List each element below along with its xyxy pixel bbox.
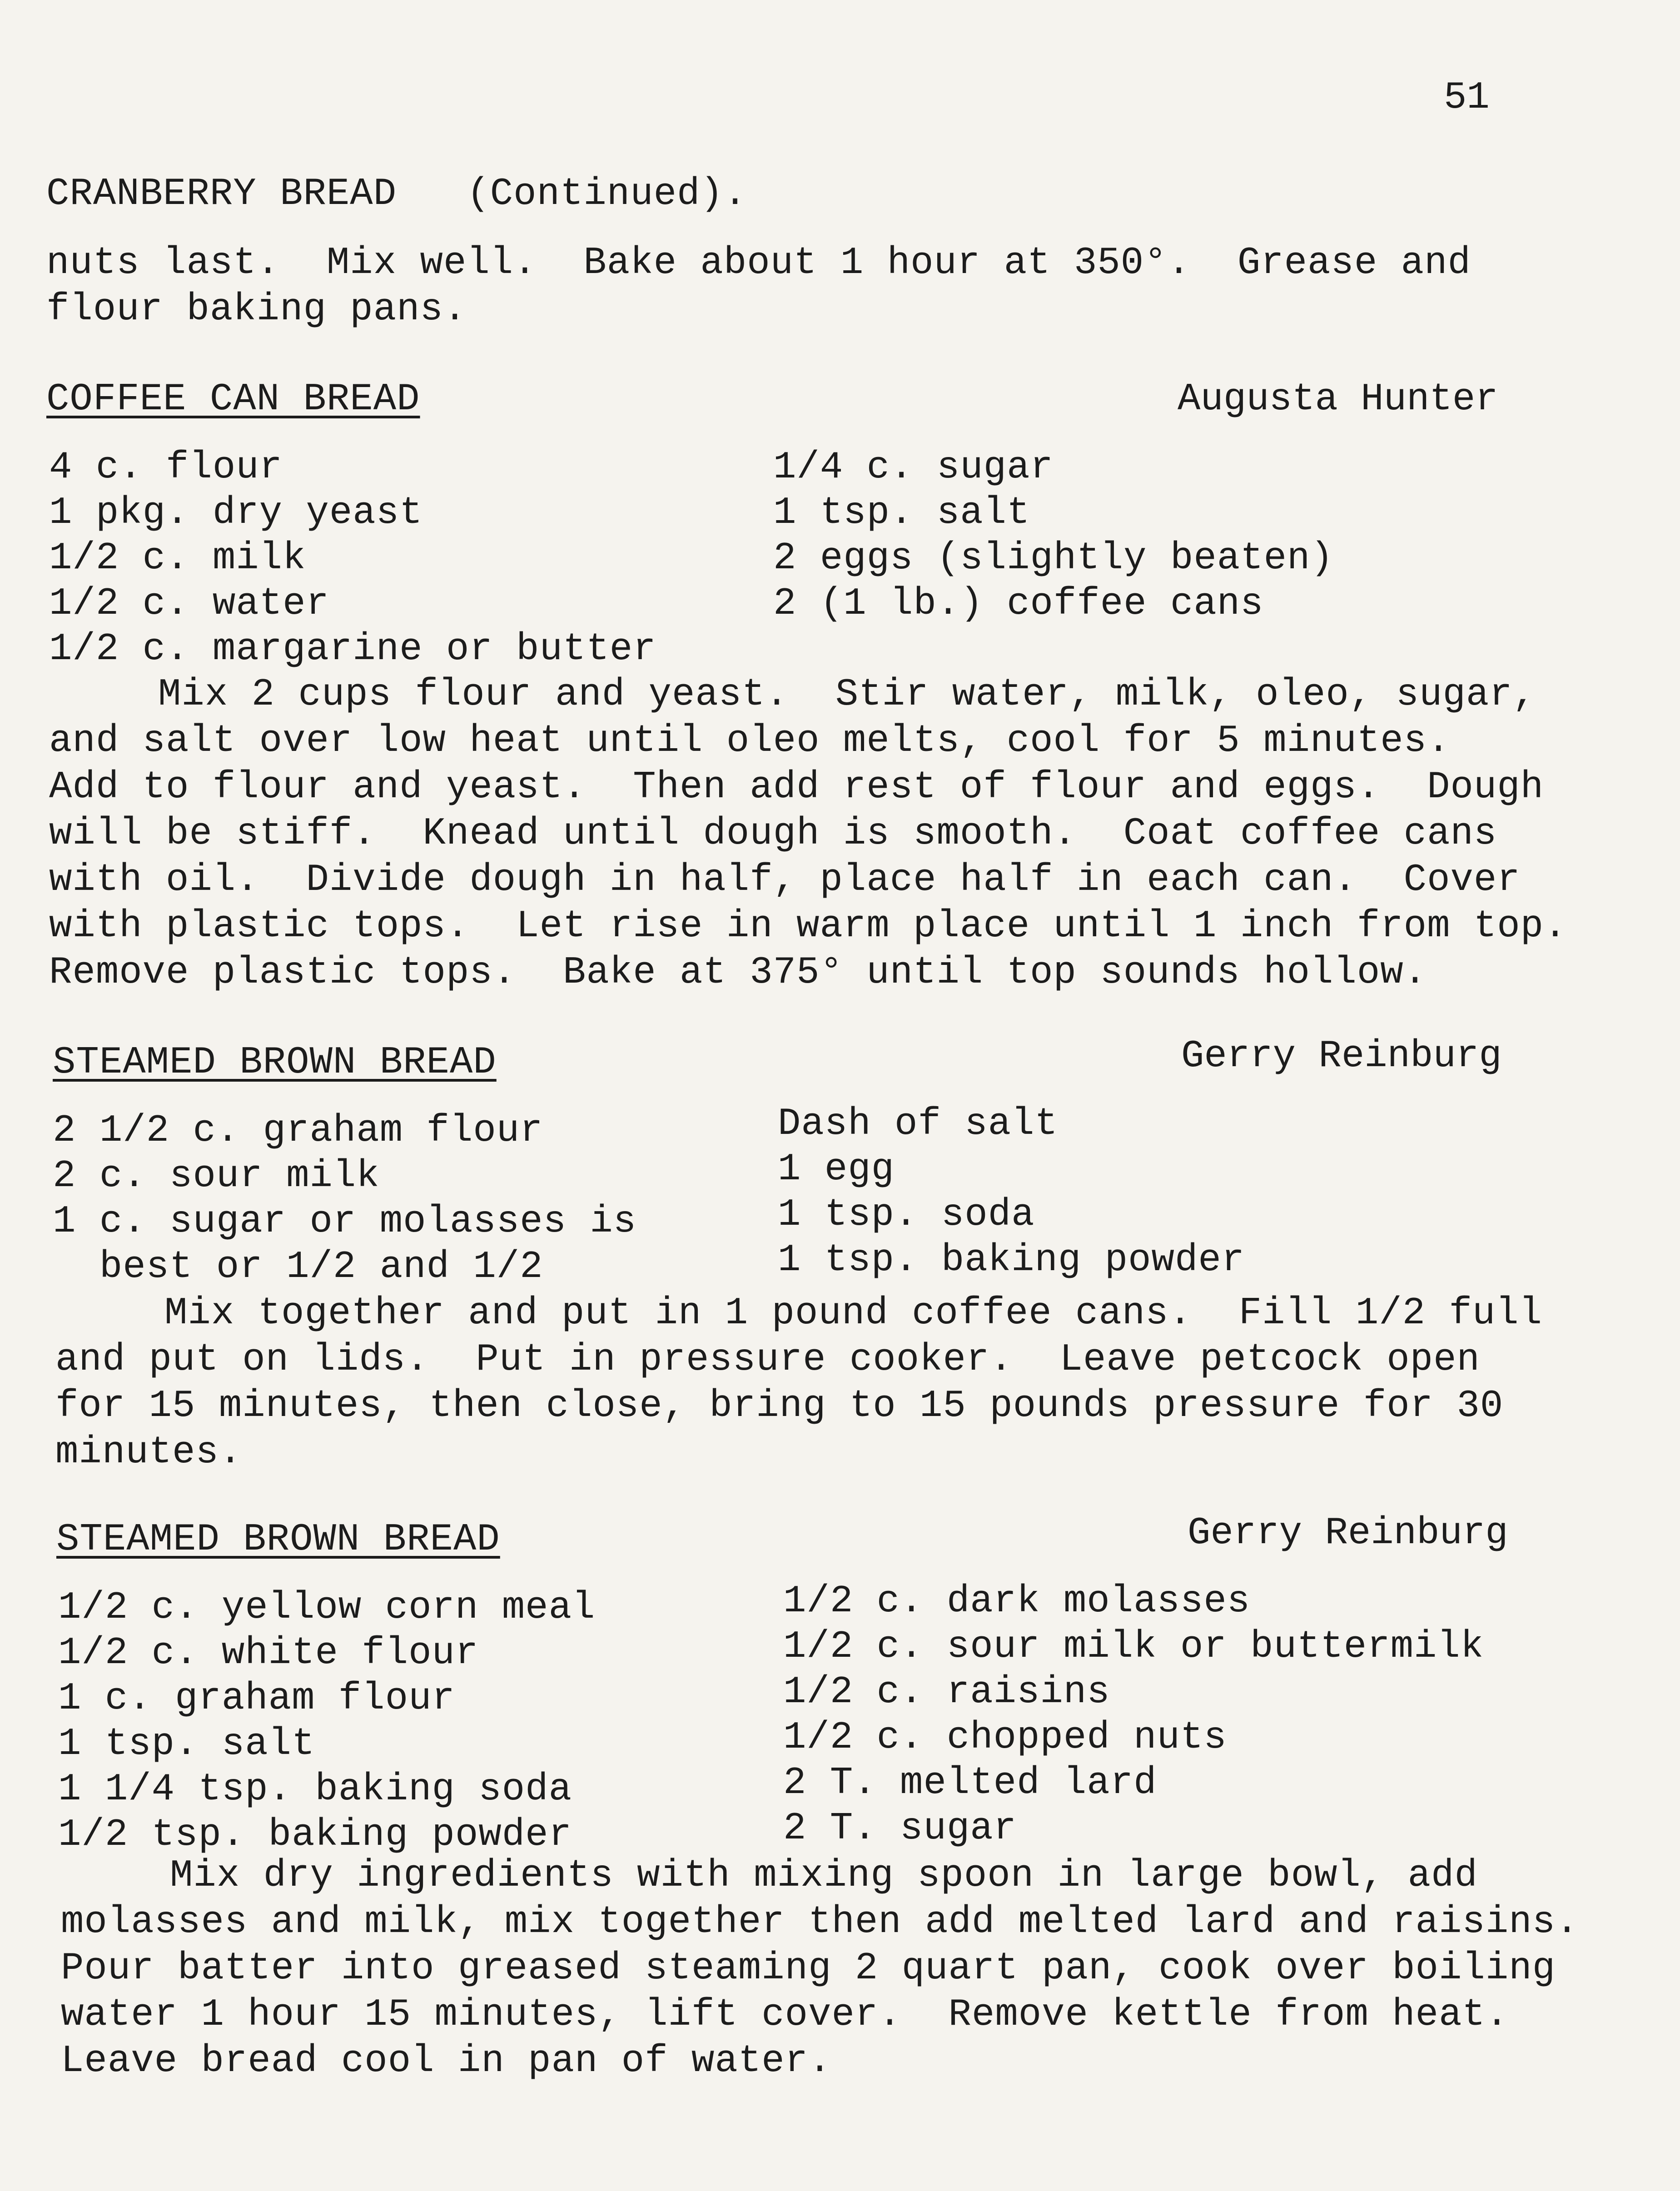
steamed1-right-2: 1 tsp. soda [778, 1193, 1035, 1237]
steamed1-dir-0: Mix together and put in 1 pound coffee cans. Fill 1/2 full [164, 1292, 1543, 1335]
steamed2-right-3: 1/2 c. chopped nuts [783, 1716, 1227, 1759]
coffee-right-3: 2 (1 lb.) coffee cans [773, 582, 1264, 626]
steamed1-dir-1: and put on lids. Put in pressure cooker. Leave petcock open [55, 1338, 1480, 1381]
steamed1-author: Gerry Reinburg [1181, 1035, 1502, 1078]
steamed1-left-1: 2 c. sour milk [53, 1155, 380, 1198]
steamed1-right-0: Dash of salt [778, 1103, 1058, 1146]
steamed2-left-0: 1/2 c. yellow corn meal [58, 1586, 596, 1630]
steamed2-dir-2: Pour batter into greased steaming 2 quart pan, cook over boiling [61, 1947, 1556, 1990]
coffee-can-author: Augusta Hunter [1178, 378, 1498, 421]
coffee-dir-1: and salt over low heat until oleo melts, cool for 5 minutes. [49, 720, 1451, 763]
coffee-dir-2: Add to flour and yeast. Then add rest of flour and eggs. Dough [49, 766, 1544, 809]
steamed2-left-2: 1 c. graham flour [58, 1677, 455, 1720]
steamed1-left-2: 1 c. sugar or molasses is [53, 1200, 637, 1243]
coffee-dir-0: Mix 2 cups flour and yeast. Stir water, milk, oleo, sugar, [158, 673, 1536, 716]
steamed2-right-2: 1/2 c. raisins [783, 1671, 1110, 1714]
coffee-left-3: 1/2 c. water [49, 582, 329, 626]
steamed2-right-0: 1/2 c. dark molasses [783, 1580, 1251, 1623]
steamed2-dir-1: molasses and milk, mix together then add melted lard and raisins. [61, 1901, 1579, 1944]
coffee-dir-3: will be stiff. Knead until dough is smooth. Coat coffee cans [49, 812, 1497, 855]
steamed1-left-3: best or 1/2 and 1/2 [53, 1246, 543, 1289]
steamed2-left-5: 1/2 tsp. baking powder [58, 1813, 572, 1857]
steamed2-dir-4: Leave bread cool in pan of water. [61, 2040, 832, 2083]
steamed1-right-1: 1 egg [778, 1148, 895, 1191]
steamed1-dir-2: for 15 minutes, then close, bring to 15 pounds pressure for 30 [55, 1385, 1504, 1428]
steamed1-left-0: 2 1/2 c. graham flour [53, 1109, 543, 1153]
cranberry-line-2: flour baking pans. [46, 288, 467, 331]
steamed2-right-4: 2 T. melted lard [783, 1762, 1157, 1805]
steamed2-title: STEAMED BROWN BREAD [56, 1518, 500, 1561]
coffee-left-4: 1/2 c. margarine or butter [49, 628, 656, 671]
coffee-right-0: 1/4 c. sugar [773, 446, 1054, 489]
coffee-left-1: 1 pkg. dry yeast [49, 492, 423, 535]
coffee-left-2: 1/2 c. milk [49, 537, 306, 580]
coffee-right-1: 1 tsp. salt [773, 492, 1030, 535]
steamed2-left-4: 1 1/4 tsp. baking soda [58, 1768, 572, 1811]
steamed2-right-1: 1/2 c. sour milk or buttermilk [783, 1625, 1484, 1669]
steamed2-dir-3: water 1 hour 15 minutes, lift cover. Remove kettle from heat. [61, 1993, 1509, 2037]
steamed1-title: STEAMED BROWN BREAD [53, 1041, 497, 1084]
steamed2-author: Gerry Reinburg [1188, 1512, 1508, 1555]
steamed1-dir-3: minutes. [55, 1431, 243, 1474]
cranberry-line-1: nuts last. Mix well. Bake about 1 hour at 350°. Grease and [46, 242, 1471, 285]
cranberry-heading: CRANBERRY BREAD (Continued). [46, 173, 747, 216]
steamed2-left-3: 1 tsp. salt [58, 1723, 315, 1766]
coffee-dir-4: with oil. Divide dough in half, place half in each can. Cover [49, 859, 1521, 902]
coffee-right-2: 2 eggs (slightly beaten) [773, 537, 1334, 580]
coffee-can-title: COFFEE CAN BREAD [46, 378, 420, 421]
steamed2-left-1: 1/2 c. white flour [58, 1632, 479, 1675]
steamed1-right-3: 1 tsp. baking powder [778, 1239, 1245, 1282]
coffee-dir-5: with plastic tops. Let rise in warm place until 1 inch from top. [49, 905, 1567, 948]
coffee-left-0: 4 c. flour [49, 446, 283, 489]
steamed2-dir-0: Mix dry ingredients with mixing spoon in large bowl, add [170, 1854, 1478, 1898]
coffee-dir-6: Remove plastic tops. Bake at 375° until top sounds hollow. [49, 951, 1427, 994]
steamed2-right-5: 2 T. sugar [783, 1807, 1017, 1850]
page-number: 51 [1444, 76, 1490, 119]
